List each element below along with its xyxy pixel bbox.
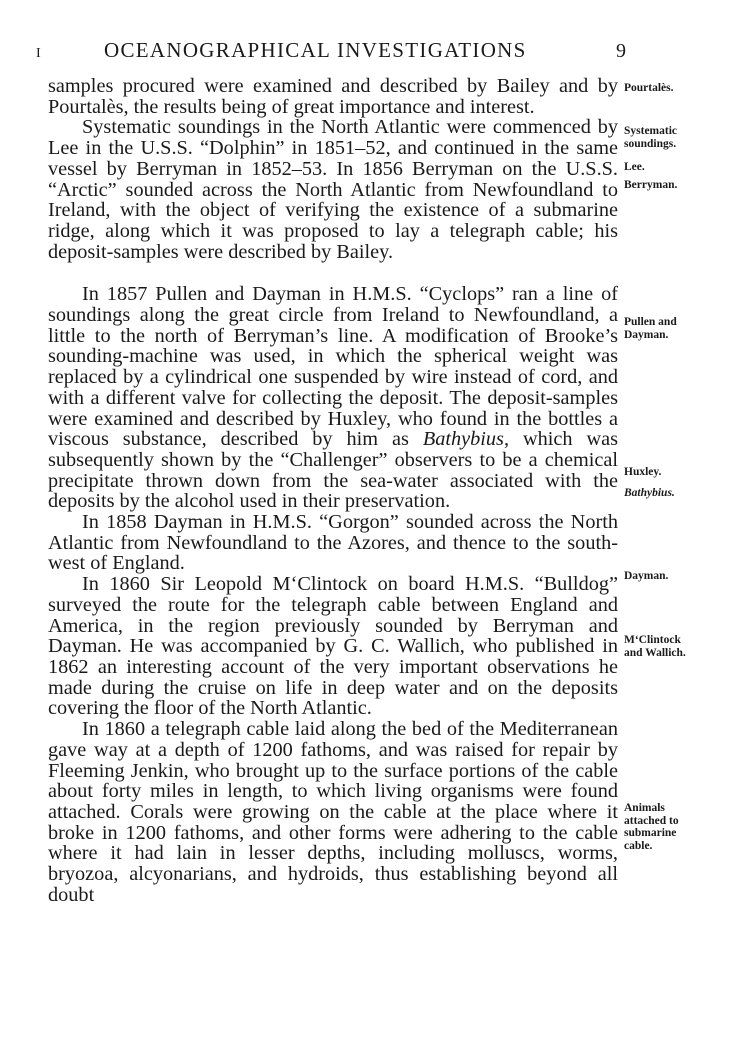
note-line: soundings.	[624, 137, 677, 150]
note-line: Pourtalès.	[624, 82, 674, 94]
paragraph: samples procured were examined and described by Bailey and by Pourtalès, the results being of great importance and interest.	[48, 75, 618, 118]
marginal-note-mclintock-wallich	[624, 634, 686, 659]
paragraph: In 1860 a telegraph cable laid along the bed of the Mediterranean gave way at a depth of 1200 fathoms, and was raised for repair by Fleeming Jenkin, who brought up to the surface portions of the cable about forty miles in length, to which living organisms were found attached. Corals were growing on the cable at the place where it broke in 1200 fathoms, and other forms were adhering to the cable where it had lain in lesser depths, including molluscs, worms, bryozoa, alcyonarians, and hydroids, thus establishing beyond all doubt	[48, 718, 618, 906]
marginal-note-bathybius	[624, 487, 675, 500]
note-line: attached to	[624, 814, 679, 827]
marginal-notes	[624, 0, 742, 1050]
marginal-note-dayman	[624, 570, 668, 583]
page-header	[36, 38, 626, 72]
section-number: I	[36, 46, 41, 61]
marginal-note-animals-cable	[624, 802, 679, 852]
note-line: Pullen and	[624, 316, 677, 328]
note-line: Lee.	[624, 161, 645, 173]
paragraph: In 1860 Sir Leopold M‘Clintock on board H.M.S. “Bulldog” surveyed the route for the telegraph cable between England and America, in the region previously sounded by Berryman and Dayman. He was accompanied by G. C. Wallich, who published in 1862 an interesting account of the very important observations he made during the cruise on life in deep water and on the deposits covering the floor of the North Atlantic.	[48, 573, 618, 720]
note-line: M‘Clintock	[624, 634, 681, 646]
paragraph: In 1858 Dayman in H.M.S. “Gorgon” sounded across the North Atlantic from Newfoundland to the Azores, and thence to the south-west of England.	[48, 511, 618, 575]
note-line: and Wallich.	[624, 646, 686, 659]
note-line: Dayman.	[624, 570, 669, 582]
paragraph-text: In 1857 Pullen and Dayman in H.M.S. “Cyclops” ran a line of soundings along the great circle from Ireland to Newfoundland, a little to the north of Berryman’s line. A modification of Brooke’s sounding-machine was used, in which the spherical weight was replaced by a cylindrical one suspended by wire instead of cord, and with a different valve for collecting the deposit. The deposit-samples were examined and described by Huxley, who found in the bottles a viscous substance, described by him as	[48, 283, 618, 451]
marginal-note-pourtales	[624, 82, 674, 95]
note-line: Huxley.	[624, 466, 662, 478]
paragraph	[48, 284, 618, 512]
note-line: Animals	[624, 802, 665, 814]
marginal-note-lee	[624, 161, 645, 174]
running-title: OCEANOGRAPHICAL INVESTIGATIONS	[104, 38, 527, 62]
paragraph: Systematic soundings in the North Atlantic were commenced by Lee in the U.S.S. “Dolphin” in 1851–52, and continued in the same vessel by Berryman in 1852–53. In 1856 Berryman on the U.S.S. “Arctic” sounded across the North Atlantic from Newfoundland to Ireland, with the object of verifying the existence of a submarine ridge, along which it was proposed to lay a telegraph cable; his deposit-samples were described by Bailey.	[48, 116, 618, 263]
italic-term: Bathybius	[422, 428, 504, 451]
page-number: 9	[616, 40, 626, 62]
marginal-note-pullen-dayman	[624, 316, 677, 341]
note-line: Systematic	[624, 125, 678, 137]
note-line: Berryman.	[624, 179, 678, 191]
note-line: Dayman.	[624, 328, 669, 341]
marginal-note-huxley	[624, 466, 661, 479]
marginal-note-berryman	[624, 179, 677, 192]
marginal-note-systematic-soundings	[624, 125, 677, 150]
paragraph-text: , which was subsequently shown by the “Challenger” observers to be a chemical precipitate thrown down from the sea-water associated with the deposits by the alcohol used in their preservation.	[48, 428, 618, 513]
main-text	[48, 76, 618, 905]
note-line: cable.	[624, 839, 653, 852]
note-line: Bathybius.	[624, 487, 675, 499]
note-line: submarine	[624, 827, 677, 839]
